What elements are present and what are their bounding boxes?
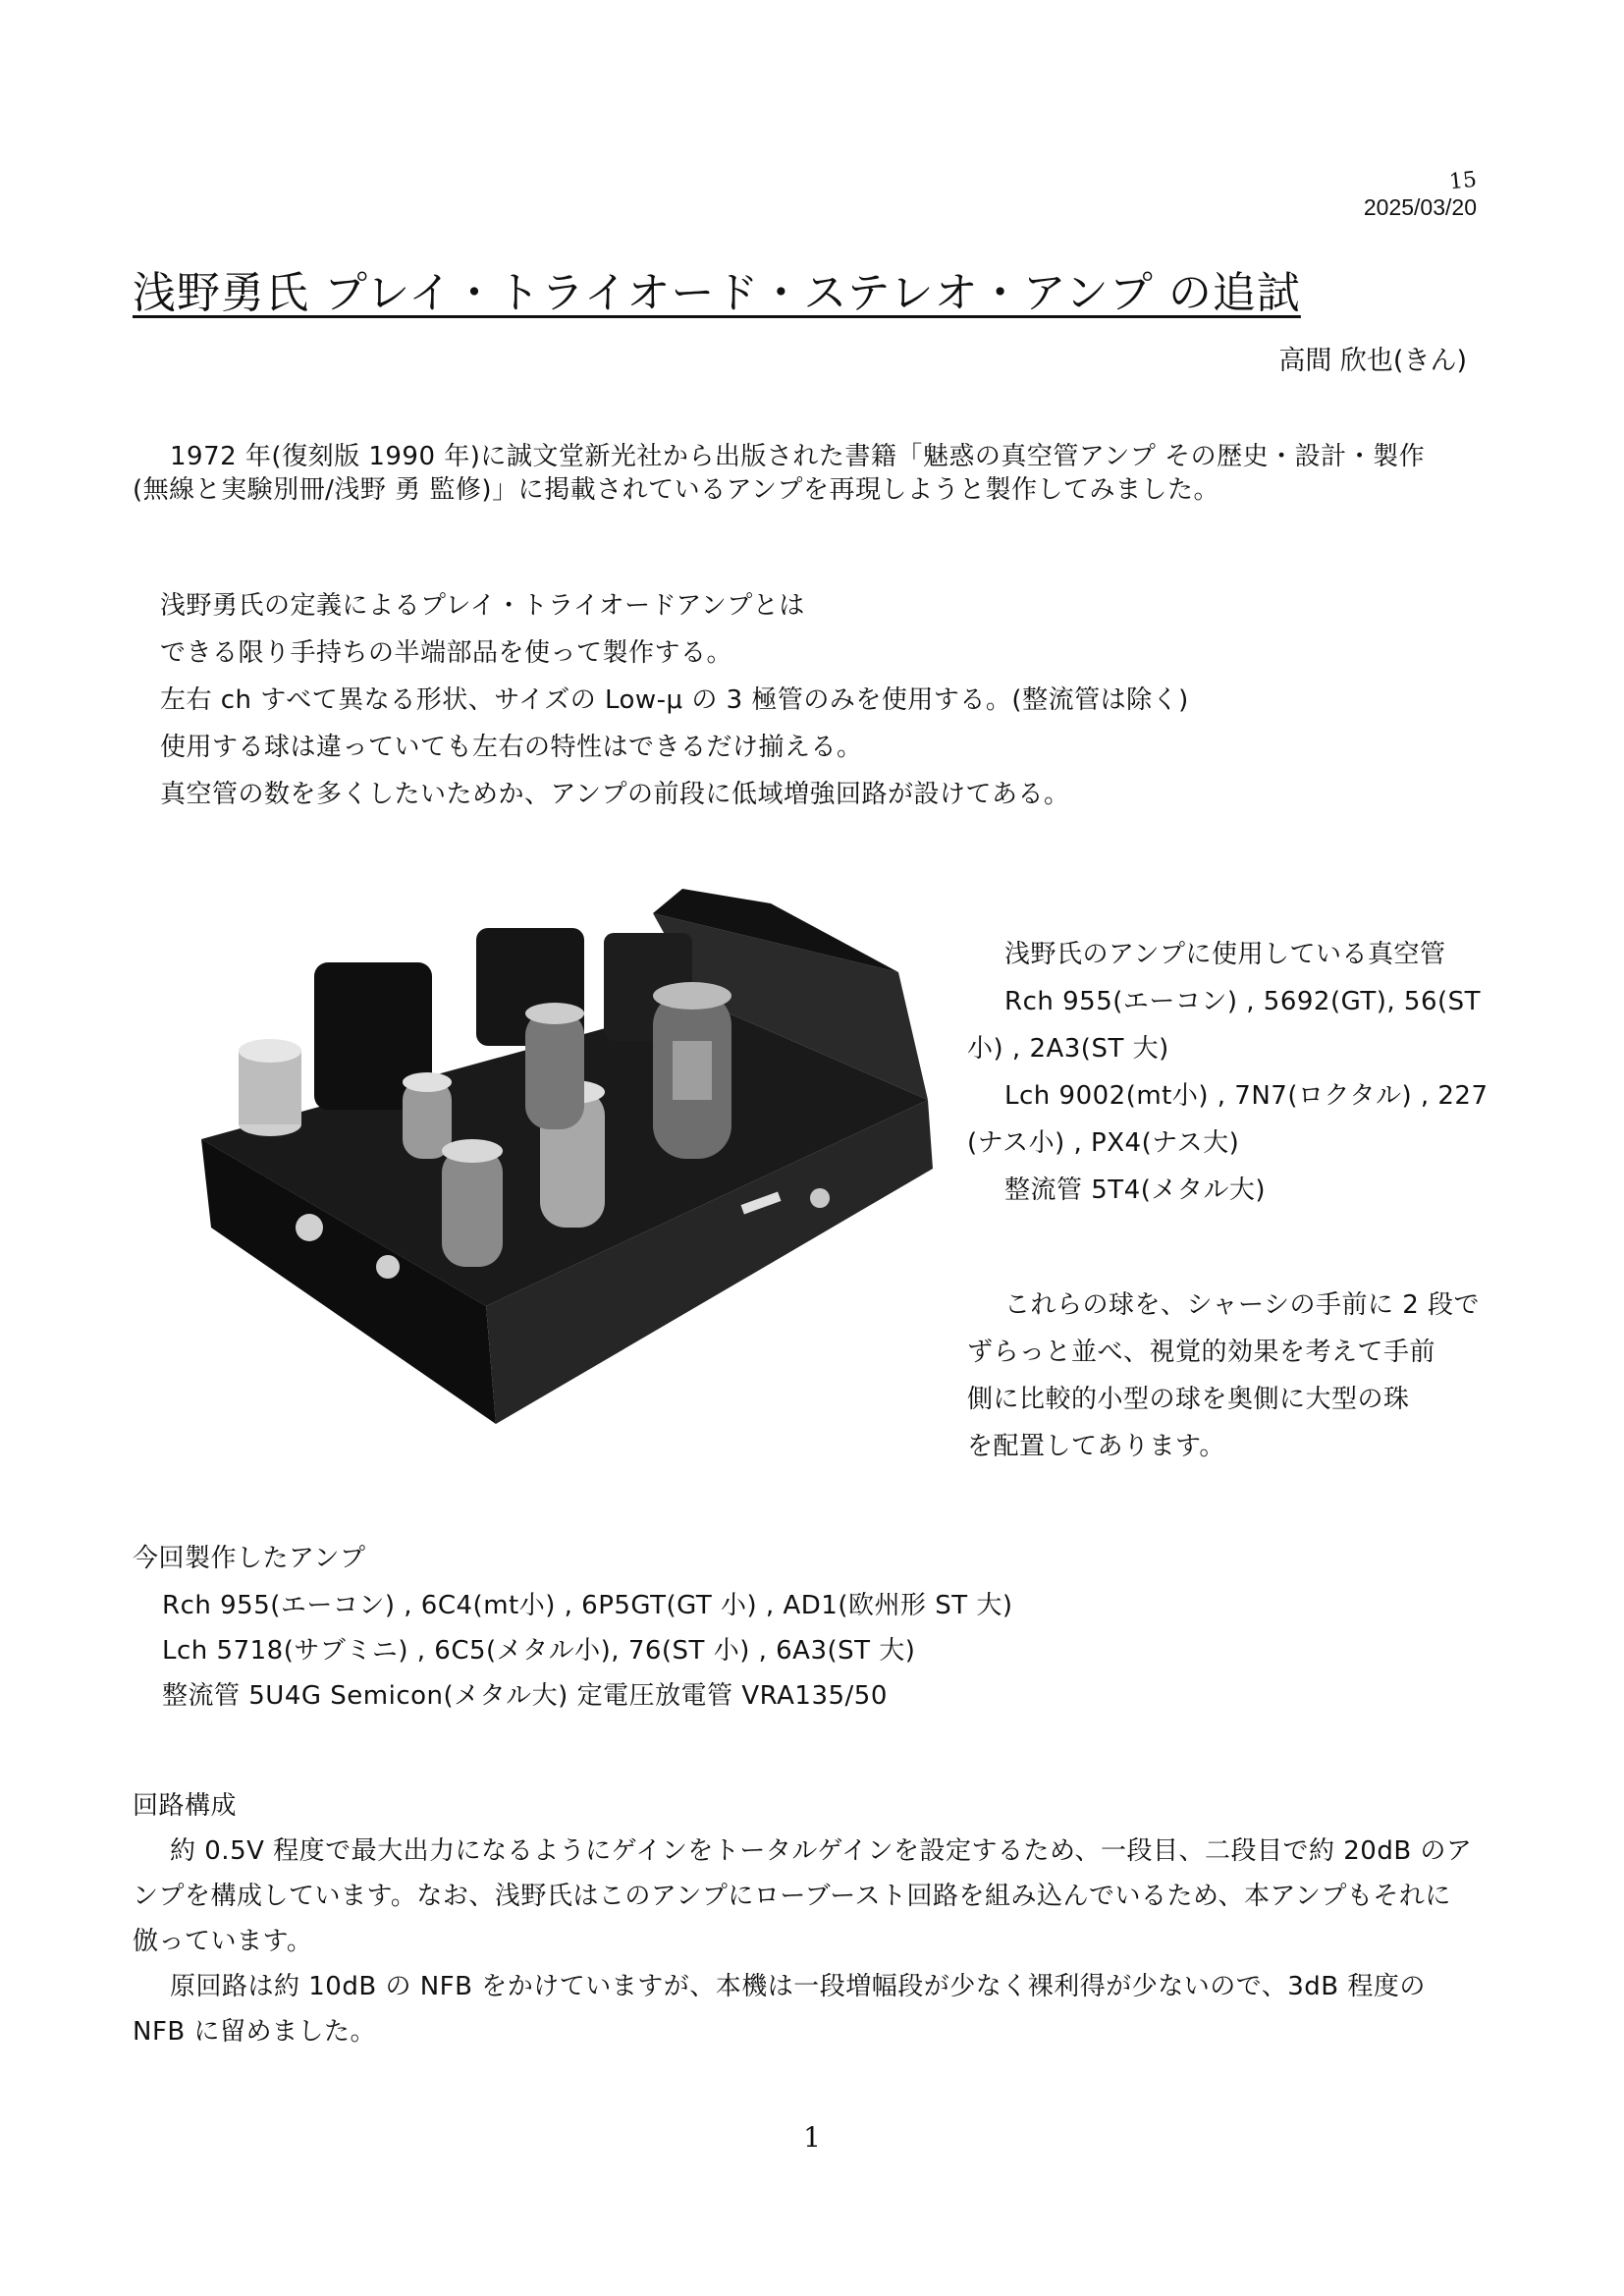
circuit-heading: 回路構成 xyxy=(133,1791,238,1821)
definition-line: 左右 ch すべて異なる形状、サイズの Low-μ の 3 極管のみを使用する。(整流管は除く) xyxy=(160,685,1189,715)
tube-icon xyxy=(525,1003,584,1129)
tubes-heading: 浅野氏のアンプに使用している真空管 xyxy=(1004,940,1446,969)
tube-line: 小) , 2A3(ST 大) xyxy=(967,1034,1169,1064)
tube-icon xyxy=(653,982,731,1159)
tube-line: Lch 9002(mt小) , 7N7(ロクタル) , 227 xyxy=(1004,1081,1489,1111)
definition-line: できる限り手持ちの半端部品を使って製作する。 xyxy=(160,638,733,668)
definition-line: 使用する球は違っていても左右の特性はできるだけ揃える。 xyxy=(160,733,863,762)
tube-icon xyxy=(403,1072,452,1159)
circuit-line: 約 0.5V 程度で最大出力になるようにゲインをトータルゲインを設定するため、一段目、二段目で約 20dB のア xyxy=(170,1836,1473,1866)
circuit-line: ンプを構成しています。なお、浅野氏はこのアンプにローブースト回路を組み込んでいるため、本アンプもそれに xyxy=(133,1882,1451,1911)
tube-line: 整流管 5T4(メタル大) xyxy=(1004,1175,1267,1205)
intro-line: (無線と実験別冊/浅野 勇 監修)」に掲載されているアンプを再現しようと製作してみました。 xyxy=(133,475,1220,505)
amp-line: Rch 955(エーコン) , 6C4(mt小) , 6P5GT(GT 小) , AD1(欧州形 ST 大) xyxy=(162,1591,1013,1620)
circuit-line: 倣っています。 xyxy=(133,1927,313,1956)
tube-line: Rch 955(エーコン) , 5692(GT), 56(ST xyxy=(1004,987,1482,1016)
amp-line: Lch 5718(サブミニ) , 6C5(メタル小), 76(ST 小) , 6A3(ST 大) xyxy=(162,1636,916,1666)
document-date: 2025/03/20 xyxy=(1363,194,1477,220)
tube-line: (ナス小) , PX4(ナス大) xyxy=(967,1128,1240,1158)
definition-line: 真空管の数を多くしたいためか、アンプの前段に低域増強回路が設けてある。 xyxy=(160,780,1070,809)
description-line: を配置してあります。 xyxy=(967,1432,1225,1461)
handwritten-date-note: 15 xyxy=(1447,167,1479,195)
definition-line: 浅野勇氏の定義によるプレイ・トライオードアンプとは xyxy=(160,591,805,621)
definition-list xyxy=(160,589,1189,825)
author: 高間 欣也(きん) xyxy=(1278,346,1467,376)
intro-paragraph xyxy=(133,440,1488,507)
description-line: これらの球を、シャーシの手前に 2 段で xyxy=(1004,1290,1481,1320)
description-line: 側に比較的小型の球を奥側に大型の珠 xyxy=(967,1385,1410,1414)
circuit-line: 原回路は約 10dB の NFB をかけていますが、本機は一段増幅段が少なく裸利得が少ないので、3dB 程度の xyxy=(170,1972,1426,2001)
tubes-description xyxy=(967,1288,1481,1477)
tube-icon xyxy=(442,1139,503,1267)
amp-line: 整流管 5U4G Semicon(メタル大) 定電圧放電管 VRA135/50 xyxy=(162,1681,888,1711)
circuit-paragraph xyxy=(133,1834,1488,2060)
amp-heading: 今回製作したアンプ xyxy=(133,1544,366,1573)
amplifier-photo xyxy=(191,874,938,1434)
intro-line: 1972 年(復刻版 1990 年)に誠文堂新光社から出版された書籍「魅惑の真空管アンプ その歴史・設計・製作 xyxy=(170,442,1426,471)
description-line: ずらっと並べ、視覚的効果を考えて手前 xyxy=(967,1338,1436,1367)
original-tubes-list xyxy=(967,938,1489,1221)
amp-tubes-list xyxy=(162,1589,1013,1724)
circuit-line: NFB に留めました。 xyxy=(133,2017,377,2047)
document-title: 浅野勇氏 プレイ・トライオード・ステレオ・アンプ の追試 xyxy=(133,268,1301,318)
page-number: 1 xyxy=(803,2121,821,2154)
